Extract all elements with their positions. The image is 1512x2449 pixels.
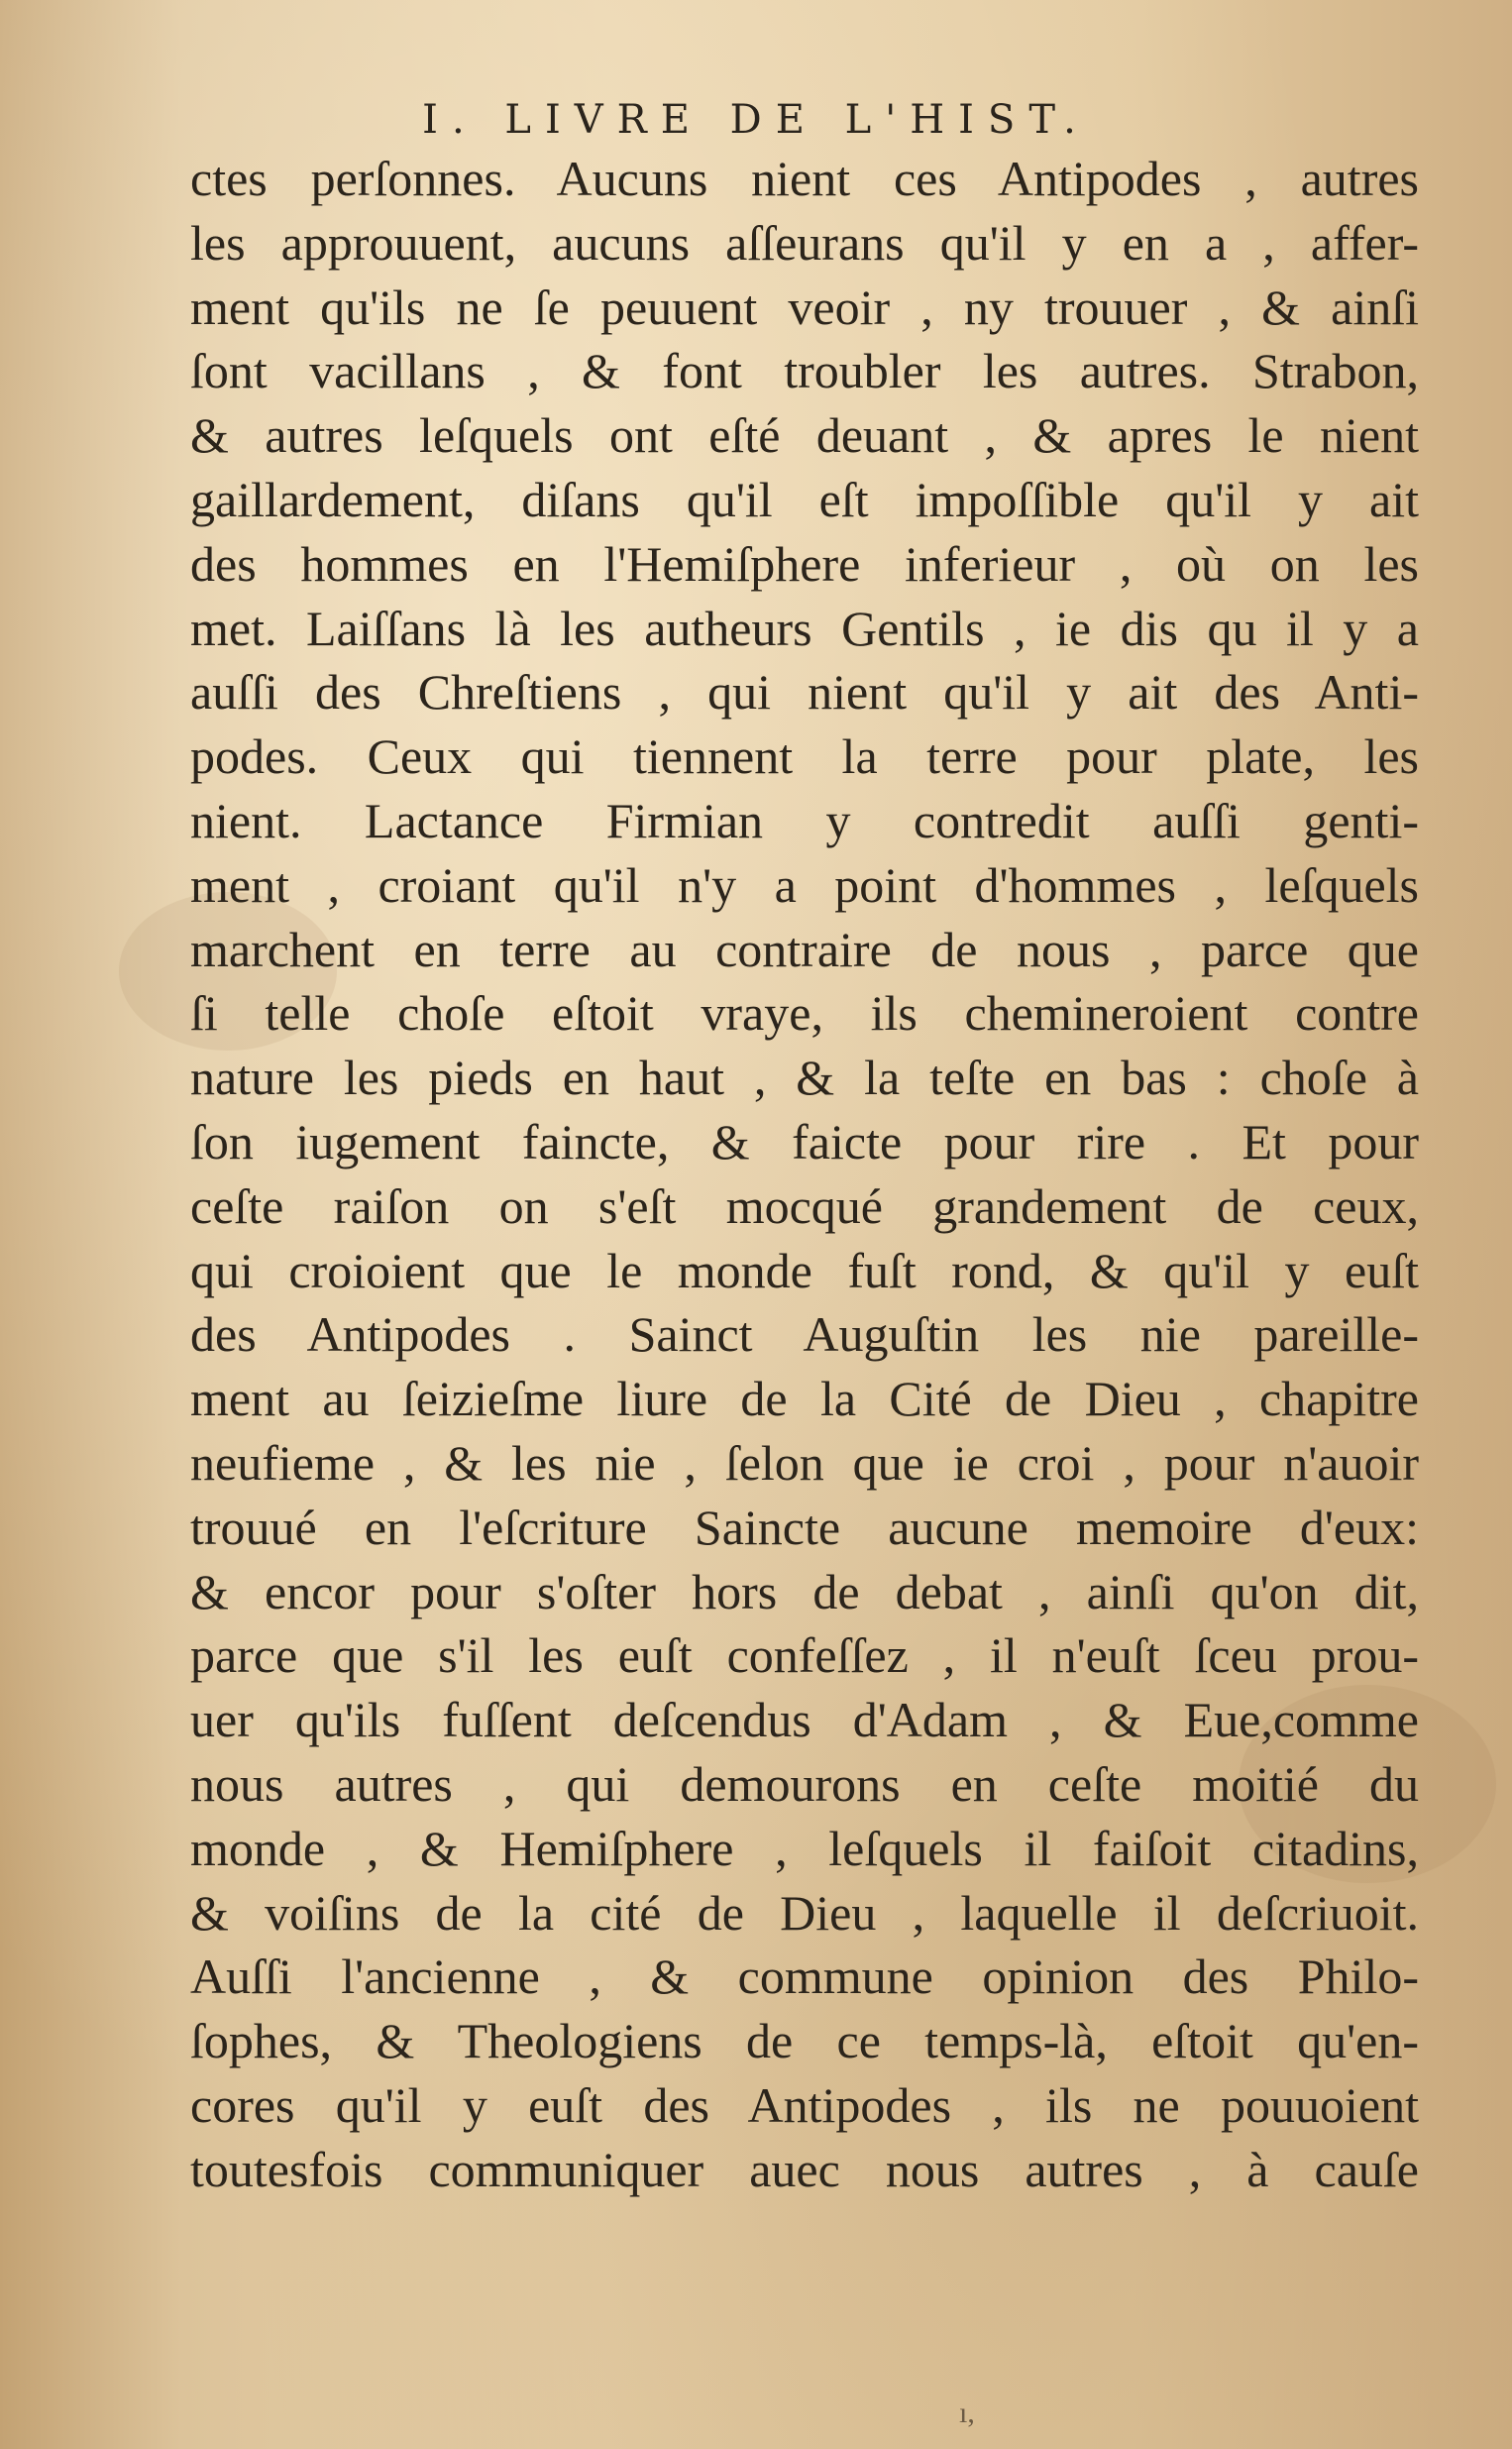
text-line: ſont vacillans , & font troubler les autres. Strabon, <box>190 343 1419 399</box>
running-head: I. LIVRE DE L'HIST. <box>422 97 1090 143</box>
text-line: uer qu'ils fuſſent deſcendus d'Adam , & Eue,comme <box>190 1692 1419 1748</box>
text-line: podes. Ceux qui tiennent la terre pour plate, les <box>190 728 1419 785</box>
text-line: des Antipodes . Sainct Auguſtin les nie pareille- <box>190 1306 1419 1363</box>
text-line: ſon iugement faincte, & faicte pour rire . Et pour <box>190 1113 1419 1169</box>
folio-mark: ı, <box>959 2396 975 2429</box>
text-line: nient. Lactance Firmian y contredit auſſi genti- <box>190 792 1419 848</box>
text-line: neufieme , & les nie , ſelon que ie croi , pour n'auoir <box>190 1434 1419 1491</box>
text-line: met. Laiſſans là les autheurs Gentils , ie dis qu il y a <box>190 600 1419 656</box>
text-line: & autres leſquels ont eſté deuant , & apres le nient <box>190 407 1419 464</box>
text-line: Auſſi l'ancienne , & commune opinion des Philo- <box>190 1948 1419 2005</box>
text-line: ment qu'ils ne ſe peuuent veoir , ny trouuer , & ainſi <box>190 278 1419 335</box>
text-line: monde , & Hemiſphere , leſquels il faiſoit citadins, <box>190 1820 1419 1876</box>
text-line: marchent en terre au contraire de nous , parce que <box>190 921 1419 977</box>
text-line: qui croioient que le monde fuſt rond, & qu'il y euſt <box>190 1242 1419 1298</box>
text-line: nature les pieds en haut , & la teſte en bas : choſe à <box>190 1050 1419 1106</box>
text-line: ctes perſonnes. Aucuns nient ces Antipodes , autres <box>190 151 1419 206</box>
text-line: ment au ſeizieſme liure de la Cité de Dieu , chapitre <box>190 1371 1419 1427</box>
text-line: les approuuent, aucuns aſſeurans qu'il y en a , affer- <box>190 214 1419 271</box>
text-line: trouué en l'eſcriture Saincte aucune memoire d'eux: <box>190 1499 1419 1555</box>
text-line: auſſi des Chreſtiens , qui nient qu'il y ait des Anti- <box>190 664 1419 721</box>
text-line: & voiſins de la cité de Dieu , laquelle il deſcriuoit. <box>190 1884 1419 1941</box>
text-line: ceſte raiſon on s'eſt mocqué grandement de ceux, <box>190 1177 1419 1234</box>
text-line: cores qu'il y euſt des Antipodes , ils ne pouuoient <box>190 2076 1419 2133</box>
text-line: ſi telle choſe eſtoit vraye, ils chemineroient contre <box>190 985 1419 1042</box>
text-line: ment , croiant qu'il n'y a point d'hommes , leſquels <box>190 856 1419 913</box>
text-line: gaillardement, diſans qu'il eſt impoſſible qu'il y ait <box>190 471 1419 527</box>
body-text <box>190 147 1419 2202</box>
text-line: toutesfois communiquer auec nous autres , à cauſe <box>190 2141 1419 2197</box>
text-line: ſophes, & Theologiens de ce temps-là, eſtoit qu'en- <box>190 2013 1419 2069</box>
text-line: & encor pour s'oſter hors de debat , ainſi qu'on dit, <box>190 1563 1419 1619</box>
text-line: parce que s'il les euſt confeſſez , il n'euſt ſceu prou- <box>190 1627 1419 1684</box>
text-line: nous autres , qui demourons en ceſte moitié du <box>190 1755 1419 1812</box>
text-line: des hommes en l'Hemiſphere inferieur , où on les <box>190 535 1419 592</box>
